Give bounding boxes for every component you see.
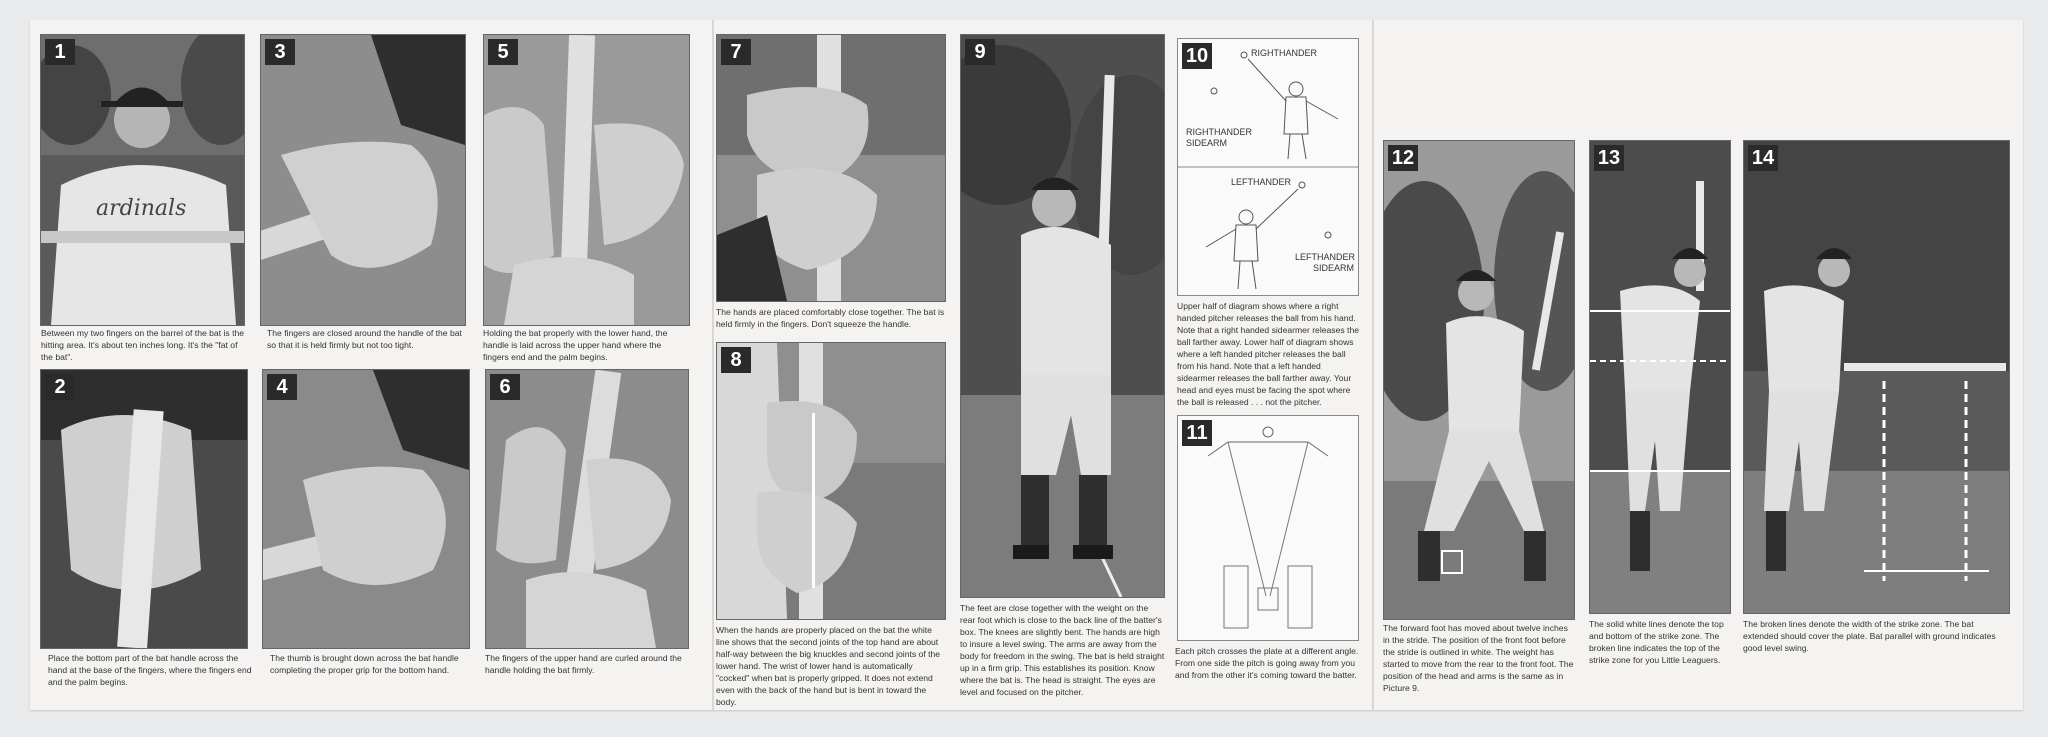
diagram-number-badge: 10 xyxy=(1182,43,1212,69)
caption-7: The hands are placed comfortably close together. The bat is held firmly in the fingers. Don't squeeze the handle. xyxy=(716,307,945,329)
photo-number-badge: 4 xyxy=(267,374,297,400)
photo-13-strike-zone-height xyxy=(1589,140,1731,614)
photo-5-upper-hand-placement xyxy=(483,34,690,326)
label-righthander: RIGHTHANDER xyxy=(1251,48,1318,58)
caption-13: The solid white lines denote the top and bottom of the strike zone. The broken line indicates the top of the strike zone for you Little Leaguers. xyxy=(1589,619,1724,665)
label-lefthander-sidearm-line1: LEFTHANDER xyxy=(1295,252,1356,262)
diagram-11-pitch-angles xyxy=(1177,415,1359,641)
photo-number-badge: 2 xyxy=(45,374,75,400)
photo-12-stride xyxy=(1383,140,1575,620)
photo-number-badge: 6 xyxy=(490,374,520,400)
photo-number-badge: 13 xyxy=(1594,145,1624,171)
caption-9: The feet are close together with the weight on the rear foot which is close to the back line of the batter's box. The knees are slightly bent. The hands are high to insure a level swing. The arms are away from the body for freedom in the swing. The bat is held straight up in a firm grip. This establishes its position. Know where the bat is. The head is straight. The eyes are level and focused on the pitcher. xyxy=(960,603,1165,697)
svg-text:ardinals: ardinals xyxy=(96,196,187,221)
label-righthander-sidearm-line2: SIDEARM xyxy=(1186,138,1228,148)
photo-3-fingers-closed xyxy=(260,34,466,326)
label-lefthander: LEFTHANDER xyxy=(1231,177,1292,187)
caption-2: Place the bottom part of the bat handle across the hand at the base of the fingers, where the fingers end and the palm begins. xyxy=(48,653,252,687)
photo-number-badge: 1 xyxy=(45,39,75,65)
caption-10: Upper half of diagram shows where a right handed pitcher releases the ball from his hand. Note that a right handed sidearmer releases the ball farther away. Lower half of diagram shows where a left handed pitcher releases the ball from his hand. Note that a left handed sidearmer releases the ball farther away. Your head and eyes must be facing the spot where the ball is released . . . not the pitcher. xyxy=(1177,301,1360,407)
fold-line-1 xyxy=(712,20,714,710)
fold-line-2 xyxy=(1372,20,1374,710)
photo-4-thumb-across xyxy=(262,369,470,649)
caption-5: Holding the bat properly with the lower hand, the handle is laid across the upper hand where the fingers end and the palm begins. xyxy=(483,328,668,362)
caption-1: Between my two fingers on the barrel of the bat is the hitting area. It's about ten inches long. It's the "fat of the bat". xyxy=(41,328,245,362)
caption-11: Each pitch crosses the plate at a different angle. From one side the pitch is going away from you and from the other it's coming toward the batter. xyxy=(1175,646,1359,680)
photo-14-strike-zone-width xyxy=(1743,140,2010,614)
photo-number-badge: 9 xyxy=(965,39,995,65)
caption-4: The thumb is brought down across the bat handle completing the proper grip for the bottom hand. xyxy=(270,653,459,675)
diagram-number-badge: 11 xyxy=(1182,420,1212,446)
photo-number-badge: 7 xyxy=(721,39,751,65)
photo-2-bottom-hand-placement xyxy=(40,369,248,649)
caption-8: When the hands are properly placed on the bat the white line shows that the second joints of the top hand are about half-way between the big knuckles and second joints of the lower hand. The wrist of lower hand is automatically "cocked" when bat is properly gripped. It does not extend even with the back of the hand but is bent in toward the body. xyxy=(716,625,941,707)
photo-8-joints-alignment xyxy=(716,342,946,620)
caption-6: The fingers of the upper hand are curled around the handle holding the bat firmly. xyxy=(485,653,682,675)
caption-14: The broken lines denote the width of the strike zone. The bat extended should cover the plate. Bat parallel with ground indicates good level swing. xyxy=(1743,619,1996,653)
photo-number-badge: 12 xyxy=(1388,145,1418,171)
caption-12: The forward foot has moved about twelve inches in the stride. The position of the front foot before the stride is outlined in white. The weight has started to move from the rear to the front foot. The position of the head and arms is the same as in Picture 9. xyxy=(1383,623,1574,693)
photo-1-hitting-area xyxy=(40,34,245,326)
photo-number-badge: 5 xyxy=(488,39,518,65)
photo-9-batting-stance xyxy=(960,34,1165,598)
caption-3: The fingers are closed around the handle of the bat so that it is held firmly but not too tight. xyxy=(267,328,462,350)
photo-number-badge: 3 xyxy=(265,39,295,65)
label-lefthander-sidearm-line2: SIDEARM xyxy=(1313,263,1355,273)
diagram-10-release-points xyxy=(1177,38,1359,296)
photo-number-badge: 8 xyxy=(721,347,751,373)
label-righthander-sidearm-line1: RIGHTHANDER xyxy=(1186,127,1253,137)
photo-number-badge: 14 xyxy=(1748,145,1778,171)
photo-6-upper-fingers-curled xyxy=(485,369,689,649)
photo-7-hands-close-together xyxy=(716,34,946,302)
